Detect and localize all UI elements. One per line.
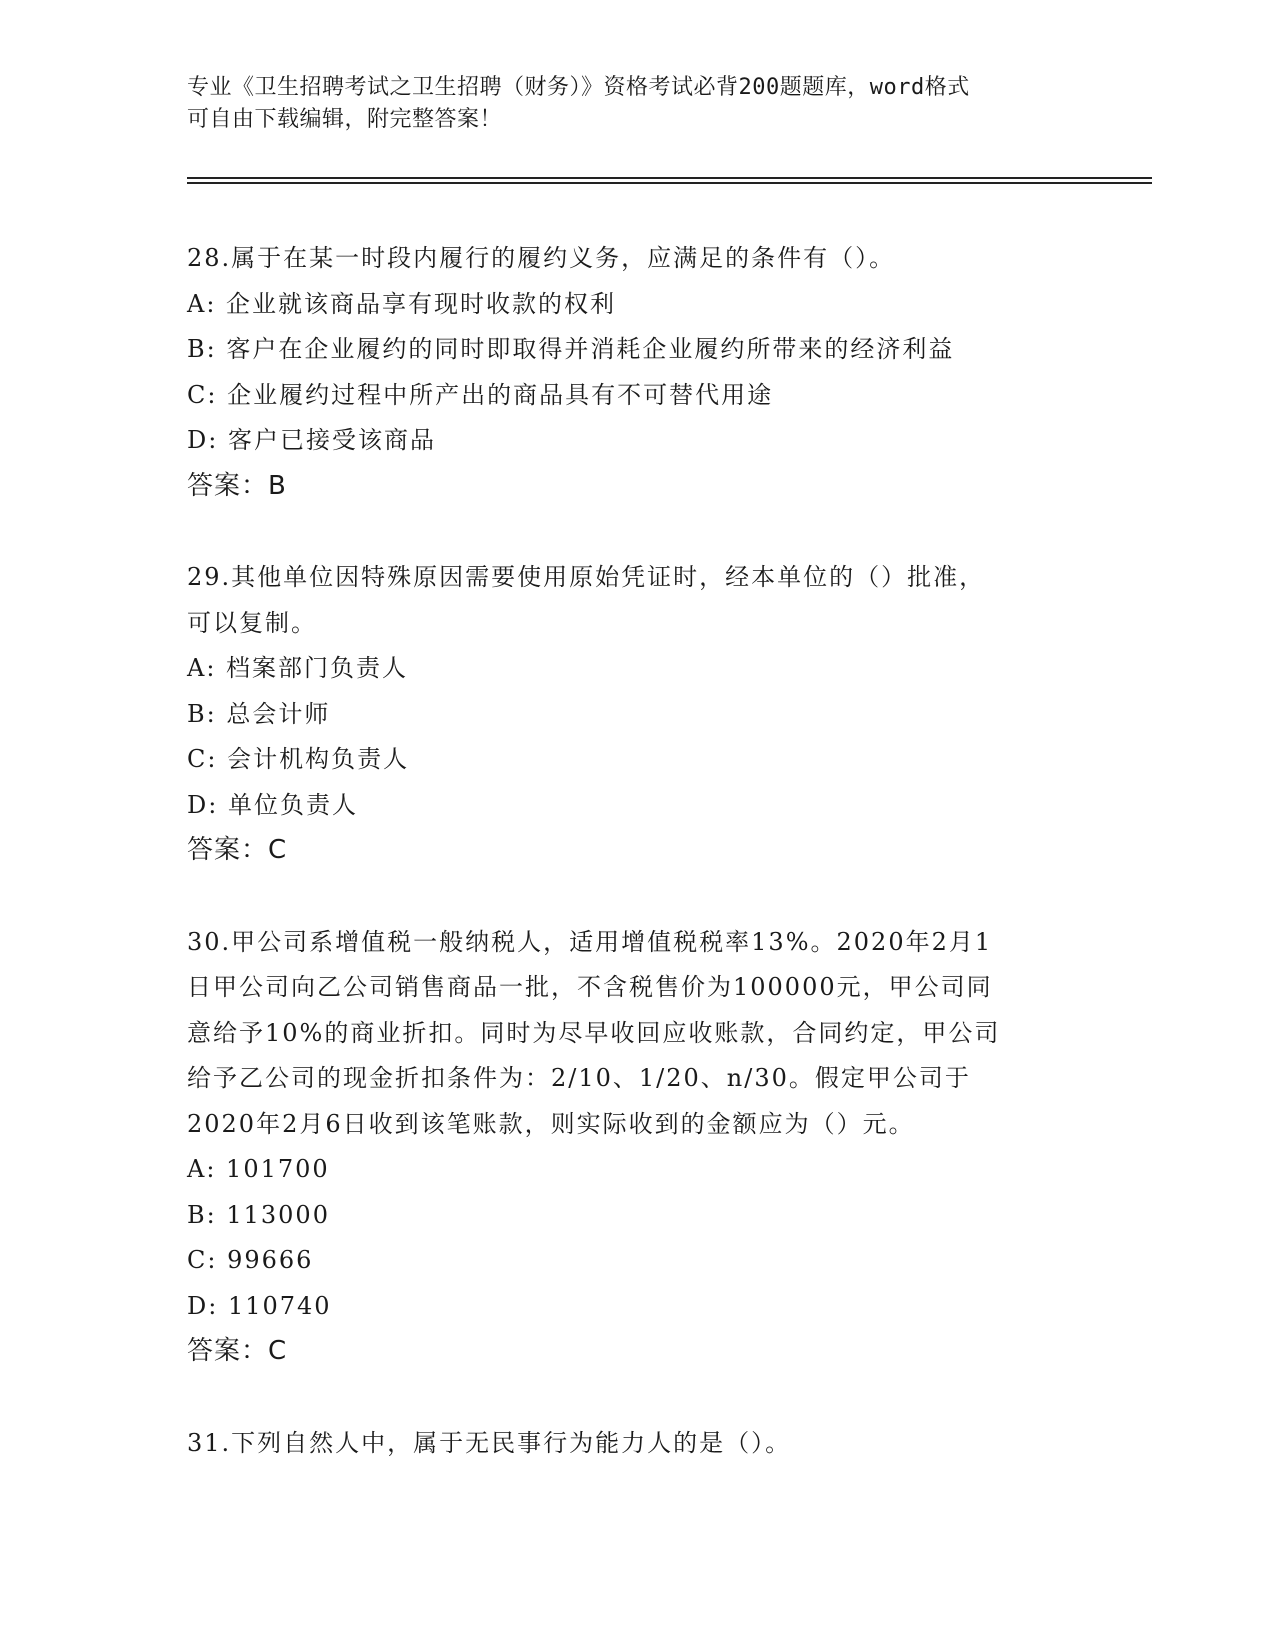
option-c: C: 99666 xyxy=(187,1246,314,1274)
option-a: A: 101700 xyxy=(187,1155,330,1183)
question-stem: 可以复制。 xyxy=(187,608,317,637)
option-d: D: 客户已接受该商品 xyxy=(187,426,436,454)
question-30 xyxy=(187,920,1087,1375)
question-stem: 日甲公司向乙公司销售商品一批，不含税售价为100000元，甲公司同 xyxy=(187,973,993,1001)
header-divider-top xyxy=(187,177,1152,179)
header-line-2: 可自由下载编辑，附完整答案！ xyxy=(187,107,503,132)
option-a: A: 企业就该商品享有现时收款的权利 xyxy=(187,289,617,318)
option-b: B: 总会计师 xyxy=(187,699,331,728)
question-29 xyxy=(187,555,1087,874)
option-a: A: 档案部门负责人 xyxy=(187,654,409,682)
answer-line: 答案：B xyxy=(187,470,287,501)
option-b: B: 113000 xyxy=(187,1200,330,1229)
option-d: D: 单位负责人 xyxy=(187,790,358,819)
question-list xyxy=(187,236,1087,1512)
header-divider-bottom xyxy=(187,182,1152,184)
document-header xyxy=(187,72,1087,136)
question-stem: 30.甲公司系增值税一般纳税人，适用增值税税率13%。2020年2月1 xyxy=(187,927,993,956)
header-line-1: 专业《卫生招聘考试之卫生招聘（财务）》资格考试必背200题题库，word格式 xyxy=(187,75,970,100)
answer-line: 答案：C xyxy=(187,835,288,865)
option-c: C: 会计机构负责人 xyxy=(187,745,410,773)
answer-line: 答案：C xyxy=(187,1336,288,1366)
option-c: C: 企业履约过程中所产出的商品具有不可替代用途 xyxy=(187,380,774,409)
question-stem: 意给予10%的商业折扣。同时为尽早收回应收账款，合同约定，甲公司 xyxy=(187,1018,1001,1047)
question-stem: 29.其他单位因特殊原因需要使用原始凭证时，经本单位的（）批准， xyxy=(187,563,986,591)
question-stem: 2020年2月6日收到该笔账款，则实际收到的金额应为（）元。 xyxy=(187,1109,915,1138)
option-b: B: 客户在企业履约的同时即取得并消耗企业履约所带来的经济利益 xyxy=(187,335,955,363)
question-28 xyxy=(187,236,1087,509)
question-stem: 给予乙公司的现金折扣条件为：2/10、1/20、n/30。假定甲公司于 xyxy=(187,1064,971,1092)
question-31 xyxy=(187,1421,1087,1467)
question-stem: 28.属于在某一时段内履行的履约义务，应满足的条件有（）。 xyxy=(187,244,896,272)
option-d: D: 110740 xyxy=(187,1291,332,1320)
question-stem: 31.下列自然人中，属于无民事行为能力人的是（）。 xyxy=(187,1428,792,1457)
